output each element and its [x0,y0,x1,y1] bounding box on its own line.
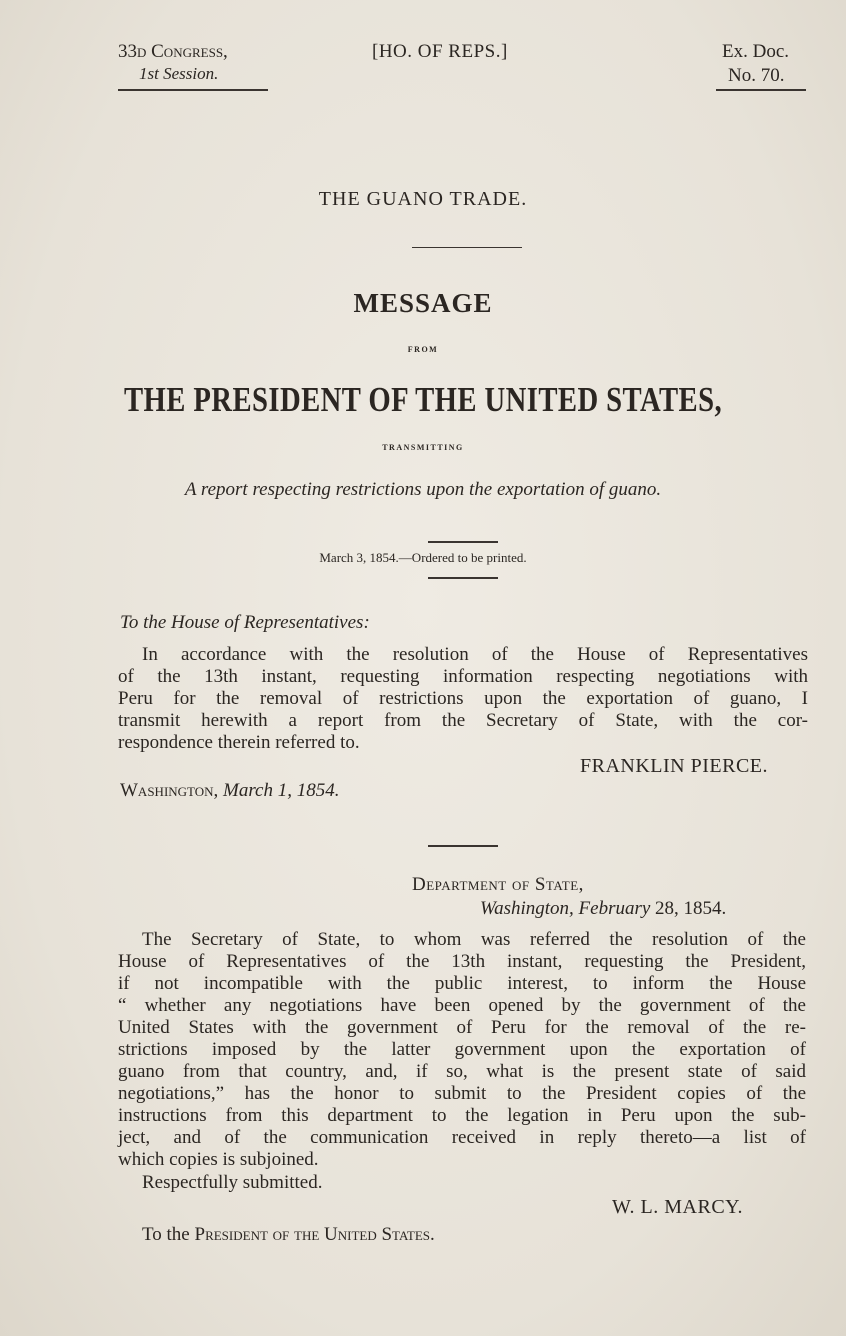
report-subject: A report respecting restrictions upon the exportation of guano. [184,479,662,500]
ordered-line: March 3, 1854.—Ordered to be printed. [319,550,527,565]
report-line-9: instructions from this department to the legation in Peru upon the sub- [118,1105,806,1126]
congress-label [118,40,228,64]
header-left-rule [118,89,268,91]
letter-line-2: of the 13th instant, requesting information respecting negotiations with [118,666,808,687]
ordered-top-rule [428,541,498,543]
report-line-4: “ whether any negotiations have been opened by the government of the [118,995,806,1016]
report-line-7: guano from that country, and, if so, what is the present state of said [118,1061,806,1082]
letter-line-4: transmit herewith a report from the Secretary of State, with the cor- [118,710,808,731]
message-heading: MESSAGE [353,288,493,318]
dept-heading: Department of State, [412,874,584,895]
from-label: FROM [407,345,439,354]
respectfully-submitted: Respectfully submitted. [142,1172,323,1193]
dept-dateline [480,898,726,920]
dept-date-place: Washington, February [480,898,651,919]
salutation: To the House of Representatives: [120,612,370,633]
letter-dateline [120,780,339,802]
report-line-3: if not incompatible with the public interest, to inform the House [118,973,806,994]
pierce-signature: FRANKLIN PIERCE. [580,755,769,777]
addressee-prefix: To the [142,1224,190,1245]
report-line-5: United States with the government of Peru for the removal of the re- [118,1017,806,1038]
transmitting-label: TRANSMITTING [382,443,464,452]
session-label: 1st Session. [139,64,219,83]
letter-place: Washington, [120,780,219,801]
report-line-2: House of Representatives of the 13th instant, requesting the President, [118,951,806,972]
addressee-name: President of the United States. [194,1224,435,1245]
document-title: THE GUANO TRADE. [318,188,528,210]
report-line-6: strictions imposed by the latter government upon the exportation of [118,1039,806,1060]
ordered-bottom-rule [428,577,498,579]
doc-number: No. 70. [728,65,785,86]
president-heading: THE PRESIDENT OF THE UNITED STATES, [123,380,723,419]
report-addressee [142,1224,435,1246]
report-line-11: which copies is subjoined. [118,1149,319,1170]
marcy-signature: W. L. MARCY. [612,1196,744,1218]
report-line-10: ject, and of the communication received in reply thereto—a list of [118,1127,806,1148]
doc-label: Ex. Doc. [722,41,790,62]
letter-line-3: Peru for the removal of restrictions upon the exportation of guano, I [118,688,808,709]
letter-line-1: In accordance with the resolution of the House of Representatives [142,644,808,665]
header-right-rule [716,89,806,91]
dept-date-day: 28, 1854. [655,898,727,919]
congress-text: 33d Congress, [118,41,228,62]
report-line-8: negotiations,” has the honor to submit to the President copies of the [118,1083,806,1104]
section-rule [428,845,498,847]
title-rule [412,247,522,248]
house-label: [HO. OF REPS.] [372,41,508,62]
letter-line-5: respondence therein referred to. [118,732,360,753]
letter-date: March 1, 1854. [223,780,340,801]
report-line-1: The Secretary of State, to whom was referred the resolution of the [142,929,806,950]
